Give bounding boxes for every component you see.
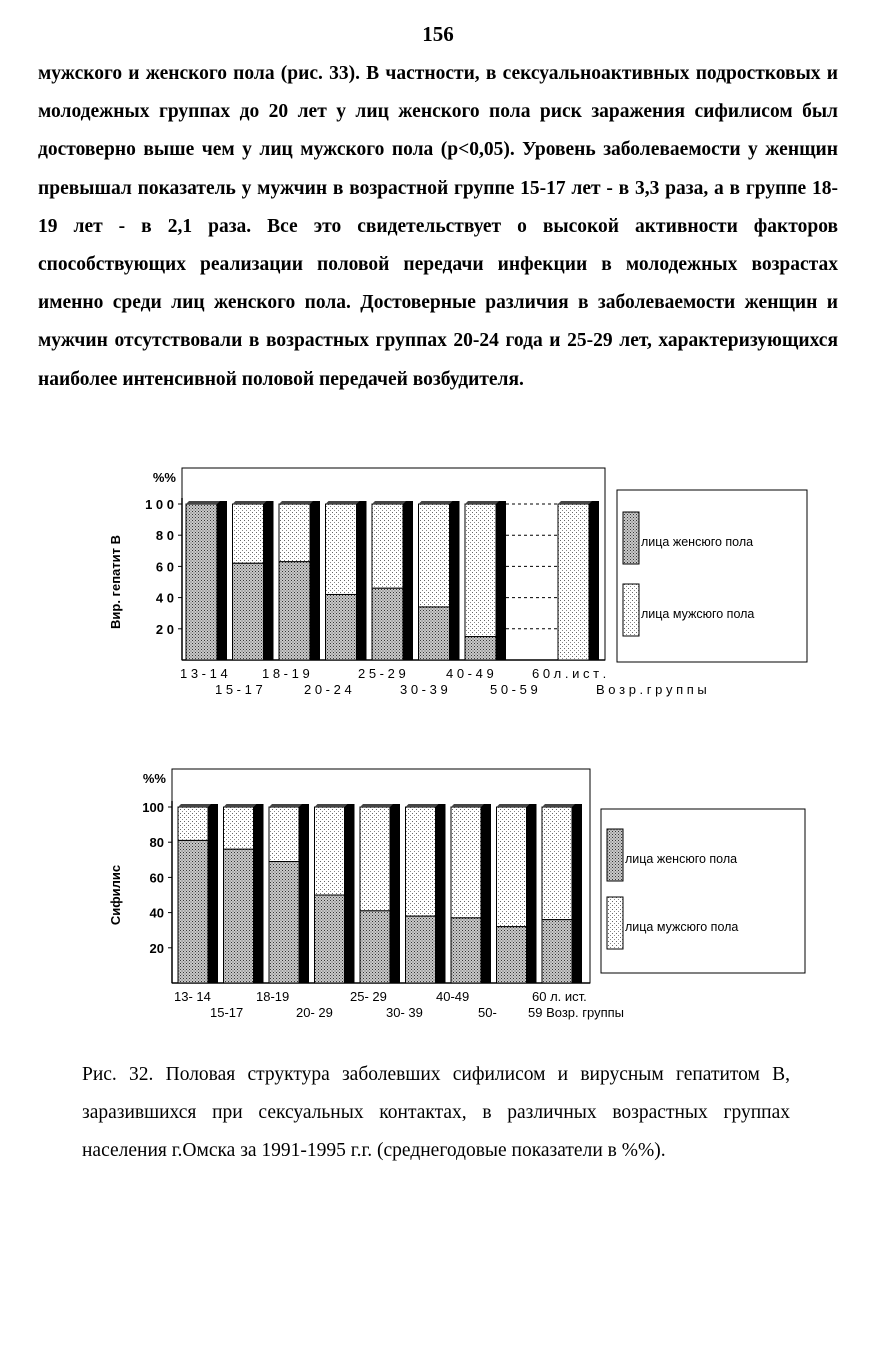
bar-top-30-39 (406, 804, 439, 807)
x-tick-label: 3 0 - 3 9 (400, 682, 448, 697)
y-tick-label: 4 0 (155, 590, 174, 606)
bar-female-20-24 (326, 594, 357, 660)
bar-female-13-14 (186, 504, 217, 660)
y-tick-label: 40 (149, 905, 164, 921)
syphilis-chart (0, 765, 876, 1035)
x-tick-label: 50- (478, 1005, 497, 1020)
bar-female-40-49 (451, 918, 481, 983)
bar-male-40-49 (465, 504, 496, 637)
bar-female-40-49 (465, 637, 496, 660)
bar-male-60 л. и ст. (542, 807, 572, 920)
y-tick-label: 80 (149, 835, 164, 851)
bar-male-15-17 (224, 807, 254, 849)
bar-side-18-19 (310, 501, 320, 660)
bar-female-15-17 (233, 563, 264, 660)
hepatitis-b-chart-svg (0, 460, 876, 715)
bar-side-20-29 (345, 804, 355, 983)
bar-female-15-17 (224, 849, 254, 983)
unit-label: %% (142, 771, 166, 786)
x-tick-label: 20- 29 (296, 1005, 333, 1020)
bar-top-25-29 (360, 804, 393, 807)
legend-swatch-1 (623, 584, 639, 636)
bar-male-15-17 (233, 504, 264, 563)
y-tick-label: 2 0 (155, 621, 174, 637)
bar-top-15-17 (233, 501, 267, 504)
x-tick-label: 1 3 - 1 4 (180, 666, 228, 681)
unit-label: %% (152, 470, 176, 485)
x-tick-label: 30- 39 (386, 1005, 423, 1020)
bar-male-60 л. и ст. (558, 504, 589, 660)
bar-side-20-24 (357, 501, 367, 660)
y-tick-label: 6 0 (155, 559, 174, 575)
bar-female-18-19 (269, 862, 299, 983)
legend-label: лица женсюго пола (641, 535, 754, 549)
bar-male-25-29 (372, 504, 403, 588)
y-tick-label: 8 0 (155, 528, 174, 544)
legend-swatch-1 (607, 897, 623, 949)
legend-swatch-0 (607, 829, 623, 881)
bar-top-18-19 (279, 501, 313, 504)
bar-female-60 л. и ст. (542, 920, 572, 983)
x-tick-label: В о з р . г р у п п ы (596, 682, 707, 697)
y-tick-label: 100 (142, 800, 164, 815)
bar-female-25-29 (372, 588, 403, 660)
bar-top-15-17 (224, 804, 257, 807)
x-tick-label: 59 Возр. группы (528, 1005, 624, 1020)
bar-side-25-29 (403, 501, 413, 660)
x-tick-label: 1 8 - 1 9 (262, 666, 310, 681)
legend-box (617, 490, 807, 662)
x-tick-label: 13- 14 (174, 989, 211, 1004)
bar-side-15-17 (264, 501, 274, 660)
bar-side-40-49 (481, 804, 491, 983)
bar-female-13-14 (178, 840, 208, 983)
x-tick-label: 4 0 - 4 9 (446, 666, 494, 681)
y-tick-label: 20 (149, 940, 164, 956)
bar-top-25-29 (372, 501, 406, 504)
x-tick-label: 2 5 - 2 9 (358, 666, 406, 681)
bar-side-50-59 (527, 804, 537, 983)
page-number: 156 (422, 22, 454, 46)
bar-female-30-39 (406, 916, 436, 983)
bar-top-30-39 (419, 501, 453, 504)
body-paragraph: мужского и женского пола (рис. 33). В частности, в сексуальноактивных подростковых и молодежных группах до 20 лет у лиц женского пола риск заражения сифилисом был достоверно выше чем у лиц мужского пола (р<0,05). Уровень заболеваемости у женщин превышал показатель у мужчин в возрастной группе 15-17 лет - в 3,3 раза, а в группе 18-19 лет - в 2,1 раза. Все это свидетельствует о высокой активности факторов способствующих реализации половой передачи инфекции в молодежных возрастах именно среди лиц женского пола. Достоверные различия в заболеваемости женщин и мужчин отсутствовали в возрастных группах 20-24 года и 25-29 лет, характеризующихся наиболее интенсивной половой передачей возбудителя. (38, 63, 838, 390)
figure-caption: Рис. 32. Половая структура заболевших сифилисом и вирусным гепатитом В, заразившихся при сексуальных контактах, в различных возрастных группах населения г.Омска за 1991-1995 г.г. (среднегодовые показатели в %%). (82, 1064, 790, 1161)
x-tick-label: 2 0 - 2 4 (304, 682, 352, 697)
bar-male-30-39 (406, 807, 436, 916)
bar-top-13-14 (178, 804, 211, 807)
bar-top-13-14 (186, 501, 220, 504)
legend-label: лица женсюго пола (625, 852, 738, 866)
bar-male-30-39 (419, 504, 450, 607)
x-tick-label: 60 л. ист. (532, 989, 587, 1004)
bar-female-50-59 (497, 927, 527, 983)
bar-side-15-17 (254, 804, 264, 983)
bar-male-25-29 (360, 807, 390, 911)
x-tick-label: 18-19 (256, 989, 290, 1004)
bar-top-60 л. и ст. (558, 501, 592, 504)
hepatitis-b-chart (0, 460, 876, 715)
bar-top-20-24 (326, 501, 360, 504)
legend-box (601, 809, 805, 973)
legend-label: лица мужсюго пола (641, 607, 755, 621)
bar-male-20-24 (326, 504, 357, 594)
bar-top-40-49 (451, 804, 484, 807)
y-tick-label: 60 (149, 870, 164, 886)
bar-female-25-29 (360, 911, 390, 983)
x-tick-label: 40-49 (436, 989, 470, 1004)
x-tick-label: 25- 29 (350, 989, 387, 1004)
x-tick-label: 5 0 - 5 9 (490, 682, 538, 697)
x-tick-label: 1 5 - 1 7 (215, 682, 263, 697)
bar-male-13-14 (178, 807, 208, 840)
legend-label: лица мужсюго пола (625, 920, 739, 934)
bar-side-13-14 (217, 501, 227, 660)
bar-top-18-19 (269, 804, 302, 807)
bar-top-20-29 (315, 804, 348, 807)
x-tick-label: 6 0 л . и с т . (532, 666, 607, 681)
bar-female-18-19 (279, 562, 310, 660)
bar-side-13-14 (208, 804, 218, 983)
bar-male-18-19 (269, 807, 299, 862)
bar-male-20-29 (315, 807, 345, 895)
bar-side-30-39 (436, 804, 446, 983)
bar-top-40-49 (465, 501, 499, 504)
bar-male-50-59 (497, 807, 527, 927)
bar-side-25-29 (390, 804, 400, 983)
bar-side-40-49 (496, 501, 506, 660)
bar-top-60 л. и ст. (542, 804, 575, 807)
bar-top-50-59 (497, 804, 530, 807)
bar-female-30-39 (419, 607, 450, 660)
bar-male-18-19 (279, 504, 310, 562)
bar-side-18-19 (299, 804, 309, 983)
syphilis-chart-svg (0, 765, 876, 1035)
bar-female-20-29 (315, 895, 345, 983)
y-axis-label: Вир. гепатит В (108, 535, 123, 629)
bar-male-40-49 (451, 807, 481, 918)
bar-side-60 л. и ст. (572, 804, 582, 983)
legend-swatch-0 (623, 512, 639, 564)
y-axis-label: Сифилис (108, 864, 123, 926)
x-tick-label: 15-17 (210, 1005, 244, 1020)
bar-side-60 л. и ст. (589, 501, 599, 660)
bar-side-30-39 (450, 501, 460, 660)
y-tick-label: 1 0 0 (145, 497, 174, 512)
